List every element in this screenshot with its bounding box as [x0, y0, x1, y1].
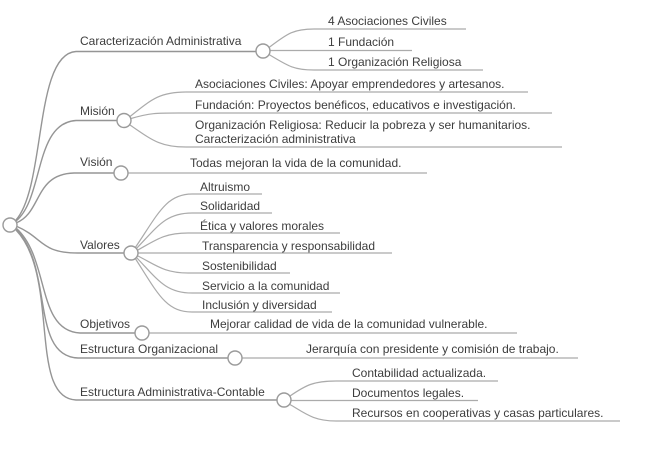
child-label-inclusion[interactable]: Inclusión y diversidad: [202, 298, 317, 312]
child-label-sostenibilidad[interactable]: Sostenibilidad: [202, 259, 277, 273]
child-label-altruismo[interactable]: Altruismo: [200, 180, 251, 194]
node-circle-caracterizacion[interactable]: [256, 44, 270, 58]
child-label-transparencia[interactable]: Transparencia y responsabilidad: [202, 239, 375, 253]
branch-line-estructura-administrativa: [16, 230, 277, 400]
child-label-mision-fundacion[interactable]: Fundación: Proyectos benéficos, educativos e investigación.: [195, 98, 516, 112]
node-circle-mision[interactable]: [117, 114, 131, 128]
branch-label-estructura-organizacional[interactable]: Estructura Organizacional: [80, 342, 219, 356]
child-label-asociaciones-civiles-count[interactable]: 4 Asociaciones Civiles: [328, 14, 447, 28]
branch-label-objetivos[interactable]: Objetivos: [80, 317, 131, 331]
branch-label-vision[interactable]: Visión: [80, 155, 113, 169]
child-label-mision-organizacion[interactable]: [195, 118, 531, 146]
branch-label-caracterizacion-administrativa[interactable]: Caracterización Administrativa: [80, 34, 242, 48]
child-label-mision-organizacion-line1: Organización Religiosa: Reducir la pobreza y ser humanitarios.: [195, 118, 531, 132]
child-label-servicio[interactable]: Servicio a la comunidad: [202, 279, 330, 293]
node-circle-vision[interactable]: [114, 166, 128, 180]
child-label-contabilidad[interactable]: Contabilidad actualizada.: [352, 366, 487, 380]
branch-label-mision[interactable]: Misión: [80, 104, 115, 118]
child-label-organizacion-religiosa-count[interactable]: 1 Organización Religiosa: [328, 55, 462, 69]
child-label-etica[interactable]: Ética y valores morales: [200, 219, 325, 233]
root-node-circle[interactable]: [3, 218, 17, 232]
child-label-mejorar-calidad[interactable]: Mejorar calidad de vida de la comunidad vulnerable.: [210, 317, 488, 331]
child-label-solidaridad[interactable]: Solidaridad: [200, 199, 261, 213]
child-label-mision-organizacion-line2: Caracterización administrativa: [195, 132, 356, 146]
child-label-vision-todas[interactable]: Todas mejoran la vida de la comunidad.: [190, 156, 402, 170]
child-label-mision-asociaciones[interactable]: Asociaciones Civiles: Apoyar emprendedores y artesanos.: [195, 77, 505, 91]
branch-line-mision: [16, 121, 117, 222]
child-label-recursos[interactable]: Recursos en cooperativas y casas particulares.: [352, 406, 604, 420]
child-label-fundacion-count[interactable]: 1 Fundación: [328, 35, 395, 49]
node-circle-estructura-organizacional[interactable]: [228, 351, 242, 365]
node-circle-valores[interactable]: [124, 246, 138, 260]
child-label-documentos[interactable]: Documentos legales.: [352, 386, 465, 400]
node-circle-estructura-administrativa[interactable]: [277, 393, 291, 407]
child-label-jerarquia[interactable]: Jerarquía con presidente y comisión de trabajo.: [306, 342, 559, 356]
branch-label-estructura-administrativa-contable[interactable]: Estructura Administrativa-Contable: [80, 385, 265, 399]
branch-label-valores[interactable]: Valores: [80, 238, 120, 252]
node-circle-objetivos[interactable]: [135, 326, 149, 340]
